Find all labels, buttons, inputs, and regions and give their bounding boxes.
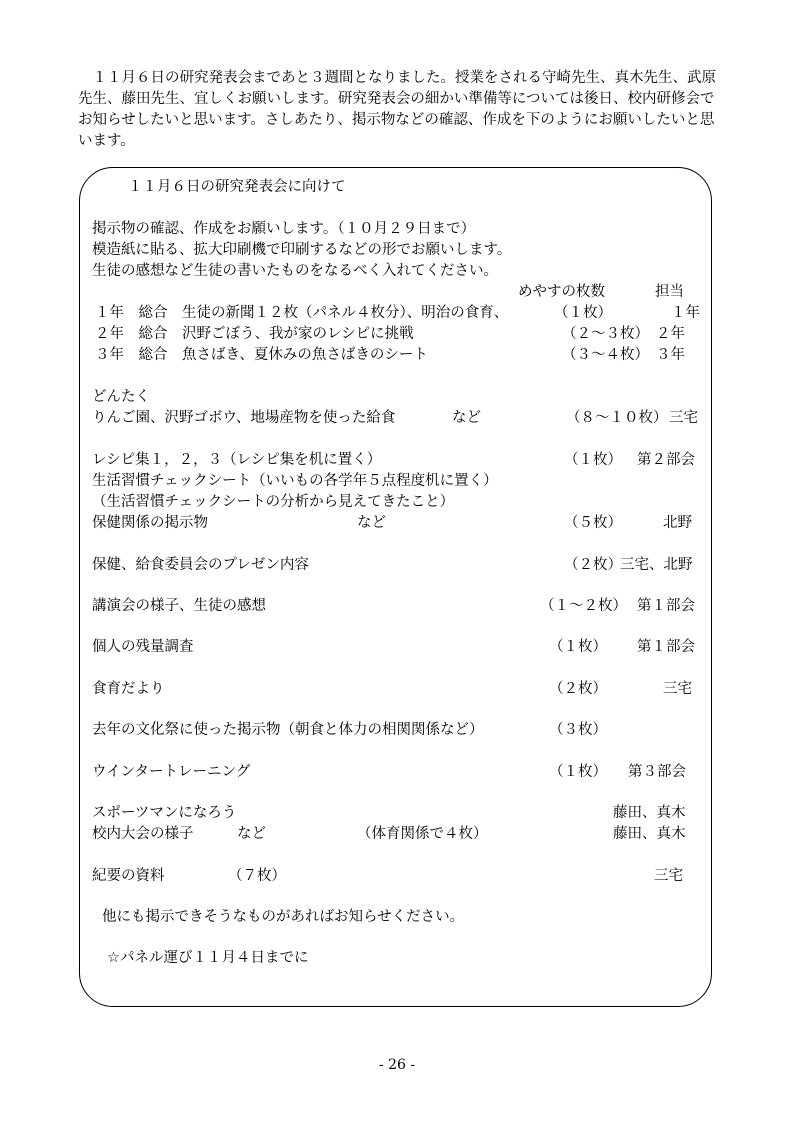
row-item-tournament: 校内大会の様子 [92, 826, 194, 842]
closing-line: 他にも掲示できそうなものがあればお知らせください。 [102, 909, 465, 925]
row-item-grade3: ３年 総合 魚さばき、夏休みの魚さばきのシート [95, 347, 428, 363]
row-person: １年 [671, 305, 700, 321]
row-count: （２～３枚） [562, 326, 649, 342]
row-item-leftover: 個人の残量調査 [92, 639, 194, 655]
row-item-presentation: 保健、給食委員会のプレゼン内容 [92, 557, 309, 573]
row-count: （７枚） [228, 868, 286, 884]
row-person: ３年 [656, 347, 685, 363]
row-count: （１枚） [549, 764, 607, 780]
header-person: 担当 [655, 284, 684, 300]
row-count: （５枚） [564, 515, 622, 531]
row-count: （２枚） [564, 557, 622, 573]
row-item-apple: りんご園、沢野ゴボウ、地場産物を使った給食 [92, 410, 396, 426]
request-line-3: 生徒の感想など生徒の書いたものをなるべく入れてください。 [92, 263, 498, 279]
row-count: （８～１０枚） [566, 410, 668, 426]
notice-box [79, 167, 712, 1007]
row-item-winter: ウインタートレーニング [92, 764, 251, 780]
row-item-dontaku: どんたく [92, 389, 150, 405]
row-item-health: 保健関係の掲示物 [92, 515, 208, 531]
row-item-checksheet: 生活習慣チェックシート（いいもの各学年５点程度机に置く） [92, 473, 498, 489]
row-person: 第１部会 [637, 598, 695, 614]
row-person: 三宅、北野 [620, 557, 693, 573]
row-item-analysis: （生活習慣チェックシートの分析から見えてきたこと） [92, 494, 455, 510]
row-item-grade2: ２年 総合 沢野ごぼう、我が家のレシピに挑戦 [95, 326, 414, 342]
row-etc: など [357, 515, 386, 531]
row-person: 北野 [663, 515, 692, 531]
row-person: 第２部会 [637, 452, 695, 468]
row-count: （１～２枚） [540, 598, 627, 614]
row-count: （２枚） [549, 681, 607, 697]
request-line-1: 掲示物の確認、作成をお願いします。（１０月２９日まで） [92, 221, 476, 237]
row-count: （３枚） [549, 722, 607, 738]
row-person: 藤田、真木 [613, 805, 686, 821]
row-item-sportsman: スポーツマンになろう [92, 805, 237, 821]
row-person: 三宅 [663, 681, 692, 697]
row-person: 三宅 [669, 410, 698, 426]
box-title: １１月６日の研究発表会に向けて [128, 179, 346, 195]
row-count: （１枚） [564, 452, 622, 468]
row-person: 藤田、真木 [613, 826, 686, 842]
header-count: めやすの枚数 [518, 284, 605, 300]
row-count: （１枚） [554, 305, 612, 321]
row-item-bulletin: 紀要の資料 [92, 868, 165, 884]
row-person: ２年 [656, 326, 685, 342]
row-item-newsletter: 食育だより [92, 681, 165, 697]
row-item-lecture: 講演会の様子、生徒の感想 [92, 598, 266, 614]
row-person: 第３部会 [628, 764, 686, 780]
row-item-grade1: １年 総合 生徒の新聞１２枚（パネル４枚分）、明治の食育、 [95, 305, 509, 321]
intro-paragraph: １１月６日の研究発表会まであと３週間となりました。授業をされる守崎先生、真木先生、武原先生、藤田先生、宜しくお願いします。研究発表会の細かい準備等については後日、校内研修会でお知らせしたいと思います。さしあたり、掲示物などの確認、作成を下のようにお願いしたいと思います。 [78, 70, 716, 149]
row-person: 三宅 [654, 868, 683, 884]
row-extra: （体育関係で４枚） [357, 826, 488, 842]
row-count: （３～４枚） [562, 347, 649, 363]
row-etc: など [452, 410, 481, 426]
row-item-recipe: レシピ集１，２，３（レシピ集を机に置く） [92, 452, 382, 468]
closing-panel-note: ☆パネル運び１１月４日までに [107, 950, 309, 966]
row-count: （１枚） [549, 639, 607, 655]
row-person: 第１部会 [637, 639, 695, 655]
row-etc: など [237, 826, 266, 842]
request-line-2: 模造紙に貼る、拡大印刷機で印刷するなどの形でお願いします。 [92, 242, 512, 258]
page-number: - 26 - [378, 1057, 416, 1073]
row-item-festival: 去年の文化祭に使った掲示物（朝食と体力の相関関係など） [92, 722, 484, 738]
